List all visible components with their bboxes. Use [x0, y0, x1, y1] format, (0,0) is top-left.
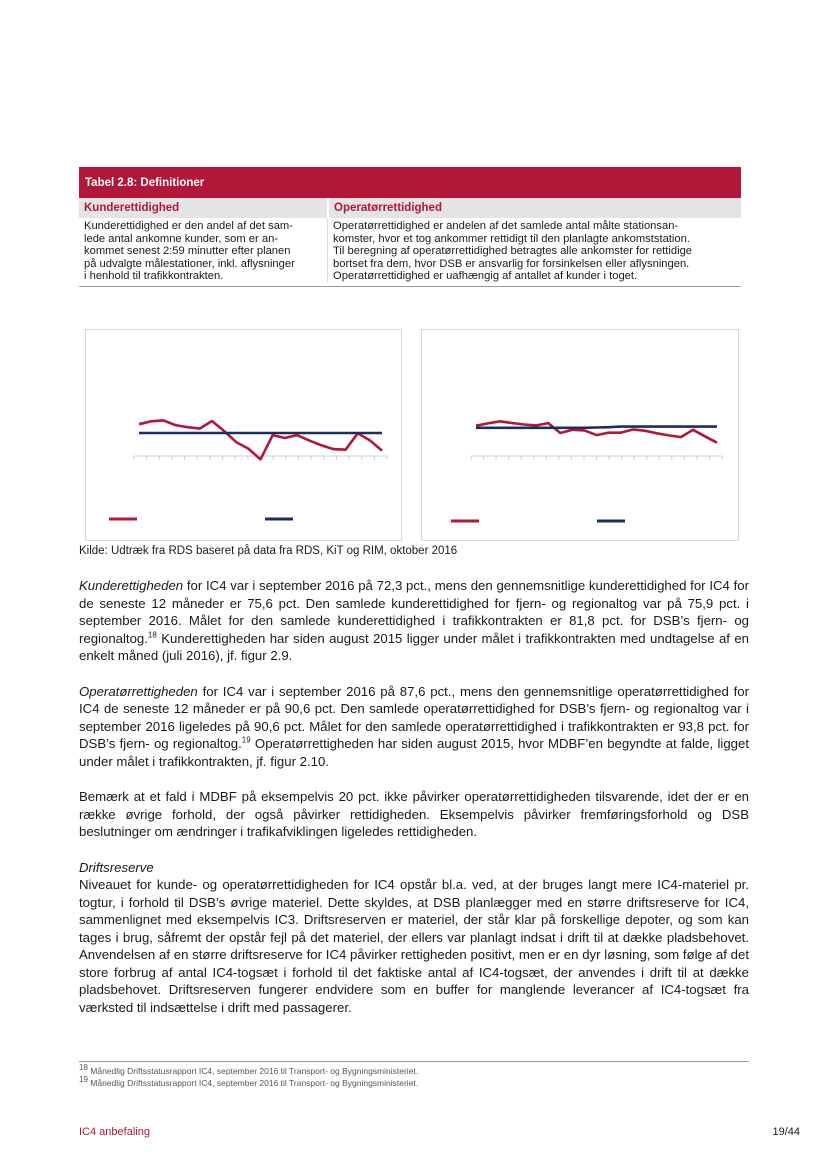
heading-driftsreserve	[79, 859, 749, 877]
footnote-divider	[79, 1061, 749, 1062]
definition-line: lede antal ankomne kunder, som er an-	[84, 232, 279, 245]
series-line-red	[139, 420, 382, 459]
footnote-text: Månedlig Driftsstatusrapport IC4, september 2016 til Transport- og Bygningsministeriet.	[87, 1066, 419, 1076]
definition-line: Til beregning af operatørrettidighed betragtes alle ankomster for rettidige	[333, 245, 693, 258]
chart-source: Kilde: Udtræk fra RDS baseret på data fra RDS, KiT og RIM, oktober 2016	[79, 545, 458, 557]
term-operatorrettigheden: Operatørrettigheden	[79, 683, 198, 699]
definition-line: bortset fra dem, hvor DSB er ansvarlig for forsinkelsen eller aflysningen.	[333, 257, 690, 270]
term-kunderettigheden: Kunderettigheden	[79, 578, 184, 593]
chart-kunderettidighed	[85, 329, 402, 541]
footnote-number: 19	[79, 1074, 88, 1084]
series-line-blue	[476, 427, 717, 428]
footer-document-title: IC4 anbefaling	[79, 1126, 150, 1138]
table-title: Tabel 2.8: Definitioner	[79, 167, 741, 198]
definition-line: Operatørrettidighed er andelen af det samlede antal målte stationsan-	[333, 220, 679, 232]
definition-line: på udvalgte målestationer, inkl. aflysninger	[84, 257, 295, 270]
definition-line: Kunderettidighed er den andel af det sam-	[84, 220, 293, 232]
series-line-red	[476, 421, 717, 442]
definition-line: i henhold til trafikkontrakten.	[84, 270, 224, 283]
definition-line: Operatørrettidighed er uafhængig af antallet af kunder i toget.	[333, 270, 638, 283]
footnotes	[79, 1063, 419, 1089]
paragraph-text: Operatørrettigheden har siden august 2015, hvor MDBF’en begyndte at falde, ligget under målet i trafikkontrakten, jf. figur 2.10.	[79, 736, 749, 769]
heading-text: Driftsreserve	[79, 859, 154, 875]
definition-line: kommet senest 2:59 minutter efter planen	[84, 245, 291, 258]
paragraph-operatorrettighed	[79, 683, 749, 771]
footnote-number: 18	[79, 1063, 88, 1073]
paragraph-kunderettighed	[79, 577, 749, 665]
chart-svg	[86, 330, 403, 542]
paragraph-text: for IC4 var i september 2016 på 72,3 pct., mens den gennemsnitlige kunderettidighed for IC4 for de seneste 12 måneder er 75,6 pct. Den samlede kunderettidighed for fjern- og regionaltog var på 75,9 pct. i september 2016. Målet for den samlede kunderettidighed i trafikkontrakten er 81,8 pct. for DSB’s fjern- og regionaltog.	[79, 578, 749, 646]
body-text	[79, 577, 749, 1034]
paragraph-mdbf: Bemærk at et fald i MDBF på eksempelvis 20 pct. ikke påvirker operatørrettidigheden tilsvarende, idet der er en række øvrige forhold, der også påvirker rettidigheden. Eksempelvis påvirker fremføringsforhold og DSB beslutninger om ændringer i trafikafviklingen ligeledes rettidigheden.	[79, 789, 749, 839]
footer-page-number: 19/44	[772, 1126, 800, 1138]
table-header-kunderettidighed: Kunderettidighed	[84, 202, 180, 214]
chart-operatorrettidighed	[421, 329, 739, 541]
definition-line: komster, hvor et tog ankommer rettidigt til den planlagte ankomststation.	[333, 232, 690, 245]
footnote-ref-19[interactable]: 19	[241, 735, 251, 745]
definition-kunderettidighed	[79, 218, 327, 283]
definitions-table	[79, 167, 741, 287]
definition-operatorrettidighed	[327, 218, 741, 283]
table-header-operatorrettidighed: Operatørrettidighed	[327, 198, 741, 218]
paragraph-text: Kunderettigheden har siden august 2015 ligger under målet i trafikkontrakten med undtagelse af en enkelt måned (juli 2016), jf. figur 2.9.	[79, 630, 749, 663]
table-body-row	[79, 218, 741, 287]
footnote-19	[79, 1074, 419, 1090]
footnote-text: Månedlig Driftsstatusrapport IC4, september 2016 til Transport- og Bygningsministeriet.	[87, 1077, 419, 1088]
footnote-18	[79, 1063, 419, 1078]
chart-svg	[422, 330, 740, 542]
footnote-ref-18[interactable]: 18	[147, 630, 157, 640]
paragraph-text: for IC4 var i september 2016 på 87,6 pct., mens den gennemsnitlige operatørrettidighed for IC4 de seneste 12 måneder er på 90,6 pct. Den samlede operatørrettidighed for DSB’s fjern- og regionaltog var i september 2016 ligeledes på 90,6 pct. Målet for den samlede operatørrettidighed i trafikkontrakten er 93,8 pct. for DSB’s fjern- og regionaltog.	[79, 683, 749, 751]
paragraph-driftsreserve: Niveauet for kunde- og operatørrettidigheden for IC4 opstår bl.a. ved, at der bruges langt mere IC4-materiel pr. togtur, i forhold til DSB’s øvrige materiel. Dette skyldes, at DSB planlægger med en større driftsreserve for IC4, sammenlignet med eksempelvis IC3. Driftsreserven er materiel, der står klar på forskellige depoter, og som kan tages i brug, såfremt der opstår fejl på det materiel, der ellers var planlagt indsat i drift til at dække pladsbehovet. Anvendelsen af en større driftsreserve for IC4 påvirker rettigheden positivt, men er en dyr løsning, som følge af det store forbrug af antal IC4-togsæt i forhold til det faktiske antal af IC4-togsæt, der anvendes i drift til at dække pladsbehovet. Driftsreserven fungerer endvidere som en buffer for manglende leverancer af IC4-togsæt fra værksted til indsættelse i drift med passagerer.	[79, 877, 749, 1015]
table-header-row	[79, 198, 741, 218]
